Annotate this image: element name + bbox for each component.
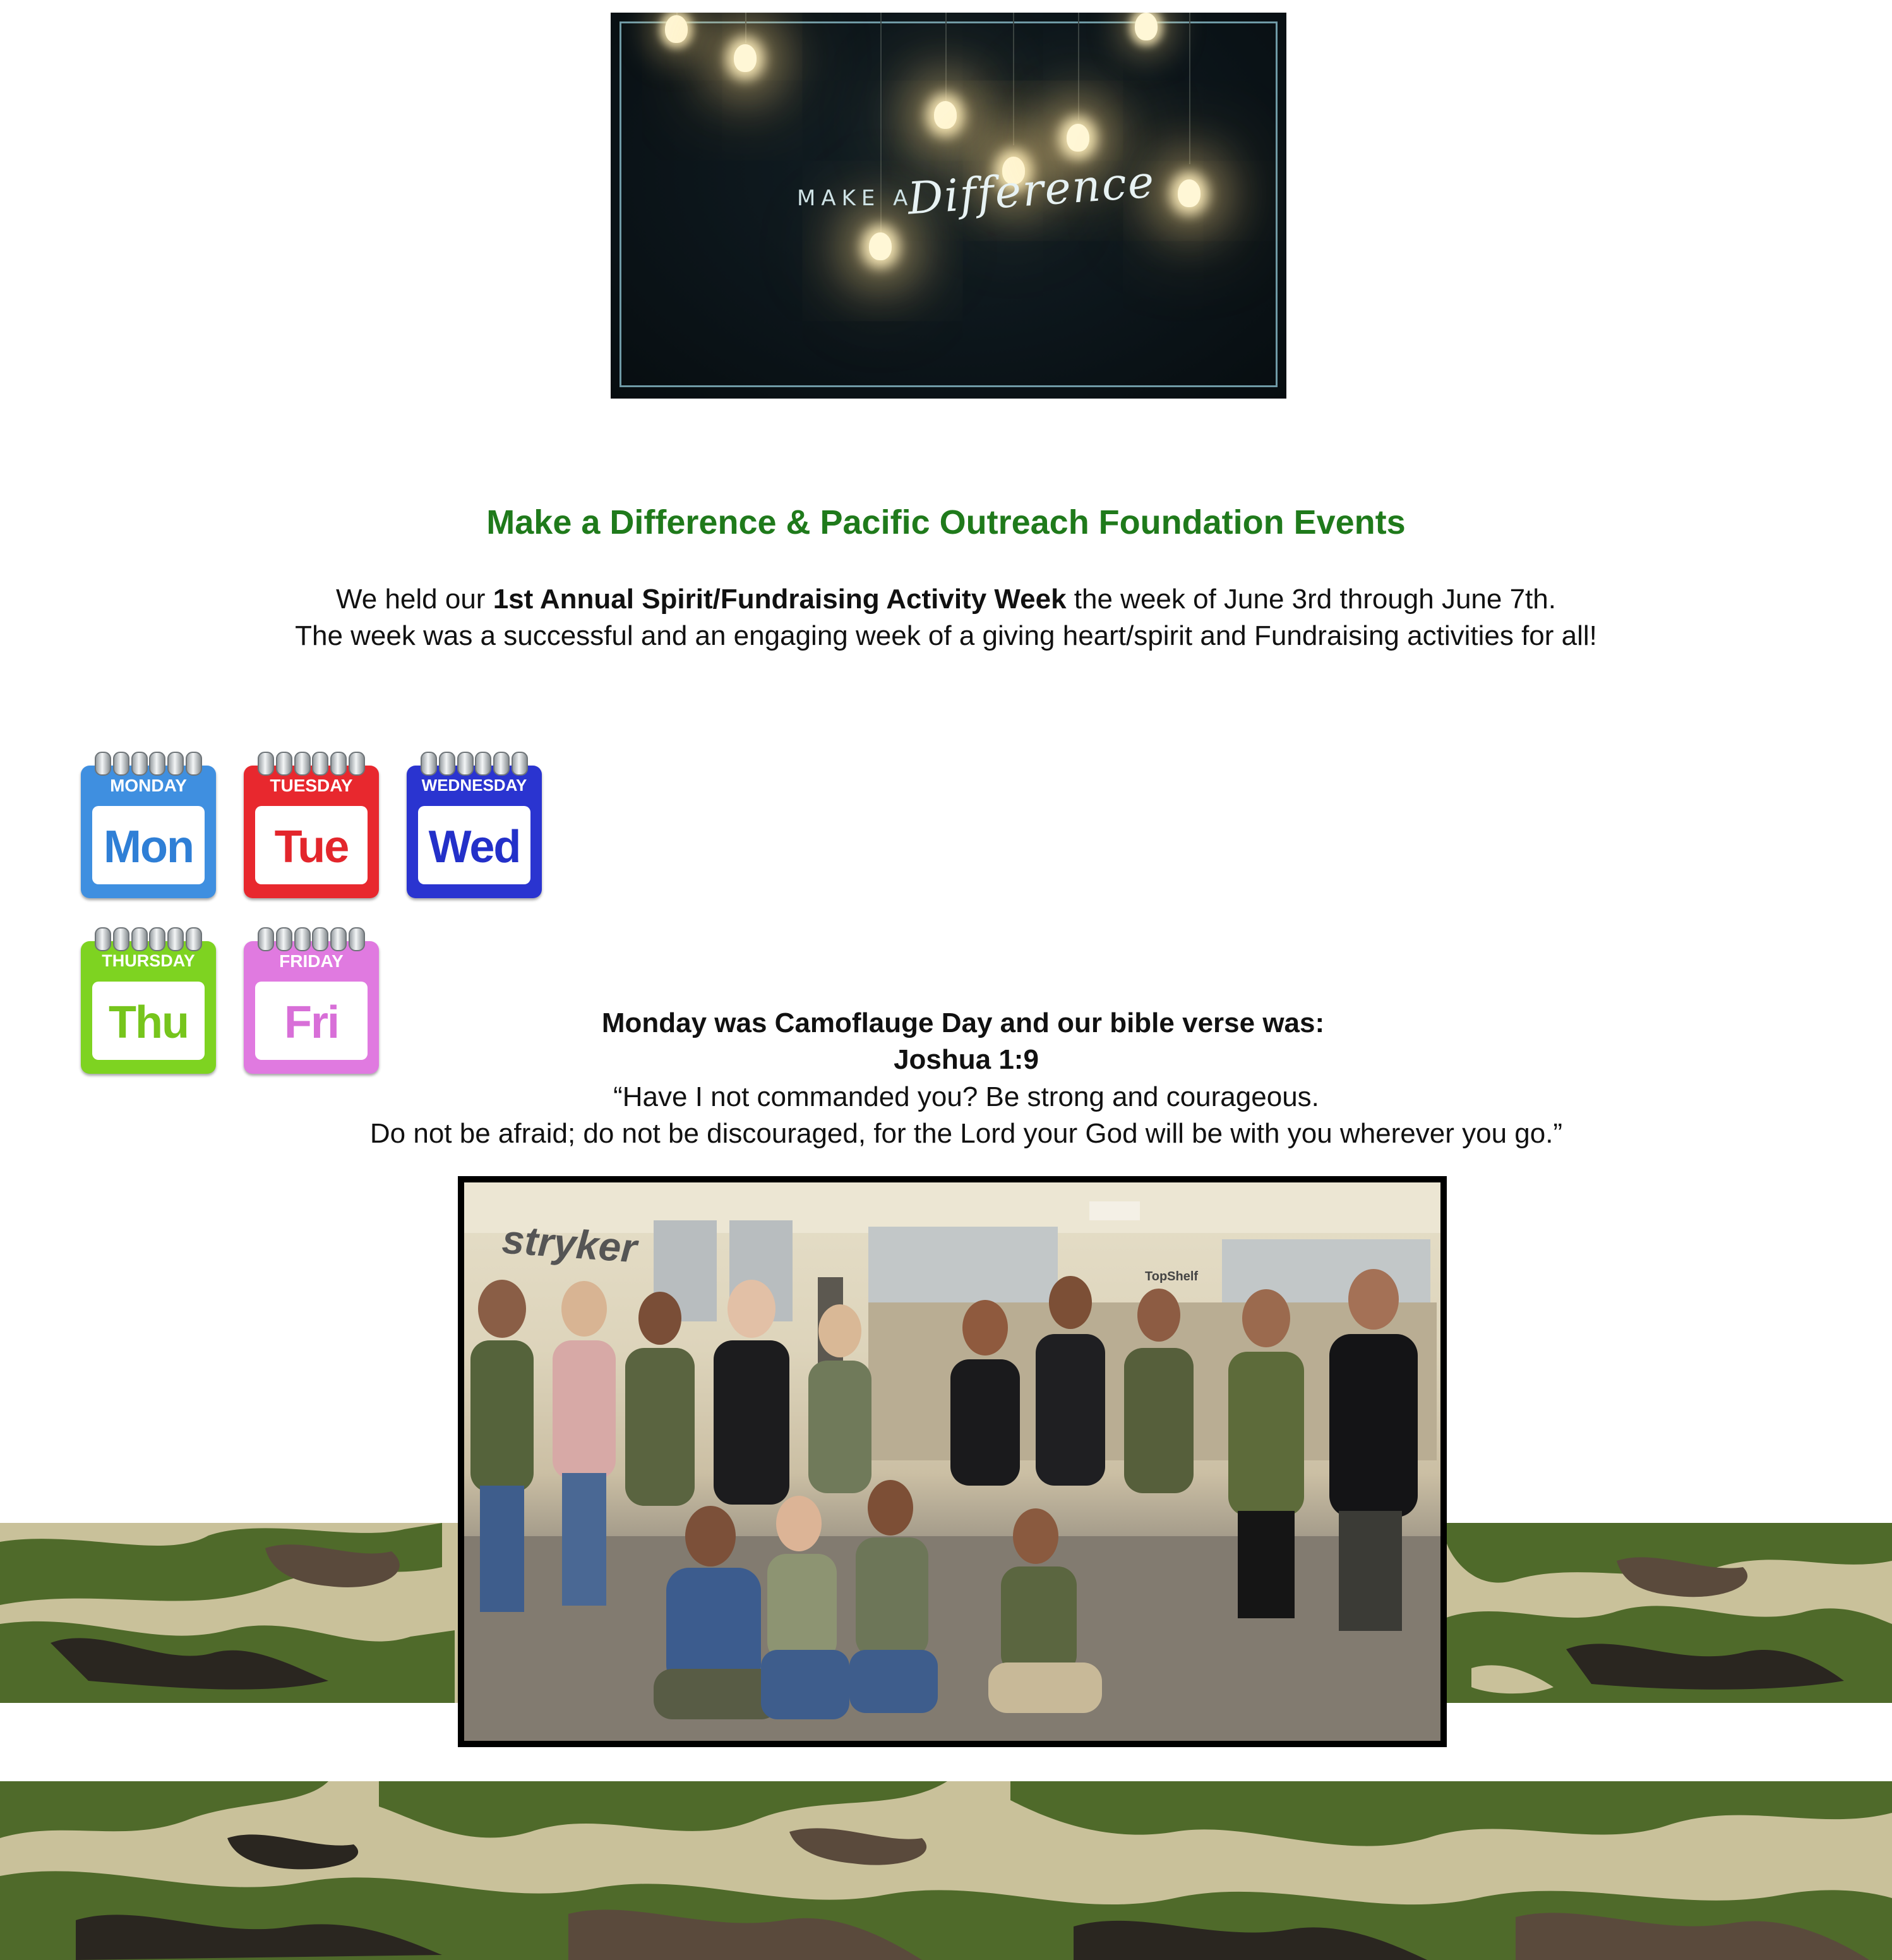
verse-line-1: “Have I not commanded you? Be strong and courageous. xyxy=(613,1081,1319,1112)
calendar-monday-icon xyxy=(81,752,216,898)
intro-line-2: The week was a successful and an engaging week of a giving heart/spirit and Fundraising activities for all! xyxy=(295,620,1597,651)
calendar-day-name: MONDAY xyxy=(110,776,187,795)
camouflage-band xyxy=(0,1781,1892,1960)
calendar-day-name: THURSDAY xyxy=(102,951,195,970)
light-bulb-icon xyxy=(1067,124,1089,152)
verse-heading: Monday was Camoflauge Day and our bible verse was: xyxy=(601,1007,1325,1038)
verse-reference: Joshua 1:9 xyxy=(894,1044,1039,1075)
calendar-day-abbr: Wed xyxy=(428,822,520,872)
topshelf-sign: TopShelf xyxy=(1145,1270,1199,1284)
light-bulb-icon xyxy=(1178,179,1200,207)
calendar-day-abbr: Fri xyxy=(284,997,338,1048)
intro-line-1: We held our 1st Annual Spirit/Fundraising Activity Week the week of June 3rd through June 7th. xyxy=(336,584,1556,615)
light-bulb-icon xyxy=(869,232,892,260)
stryker-logo: stryker xyxy=(500,1216,638,1272)
calendar-day-name: FRIDAY xyxy=(279,951,344,971)
group-photo xyxy=(458,1176,1447,1747)
banner-image xyxy=(611,13,1286,399)
camouflage-pattern xyxy=(0,1781,1892,1960)
banner-make-text: MAKE A xyxy=(797,186,914,211)
calendar-tuesday-icon xyxy=(244,752,379,898)
light-bulb-icon xyxy=(1135,13,1158,40)
banner-difference-text: Difference xyxy=(906,155,1157,225)
verse-line-2: Do not be afraid; do not be discouraged, for the Lord your God will be with you wherever you go.” xyxy=(369,1118,1563,1149)
event-name: 1st Annual Spirit/Fundraising Activity Week xyxy=(493,584,1067,615)
calendar-wednesday-icon xyxy=(407,752,542,898)
calendar-day-name: WEDNESDAY xyxy=(421,776,527,795)
calendar-day-abbr: Thu xyxy=(109,997,188,1048)
page-title: Make a Difference & Pacific Outreach Foundation Events xyxy=(486,503,1406,541)
calendar-day-abbr: Mon xyxy=(104,822,193,872)
calendar-day-abbr: Tue xyxy=(274,822,349,872)
light-bulb-icon xyxy=(934,101,957,129)
light-bulb-icon xyxy=(734,44,757,72)
light-bulb-icon xyxy=(665,15,688,43)
photo-scene xyxy=(464,1182,1440,1741)
calendar-day-name: TUESDAY xyxy=(270,776,353,795)
